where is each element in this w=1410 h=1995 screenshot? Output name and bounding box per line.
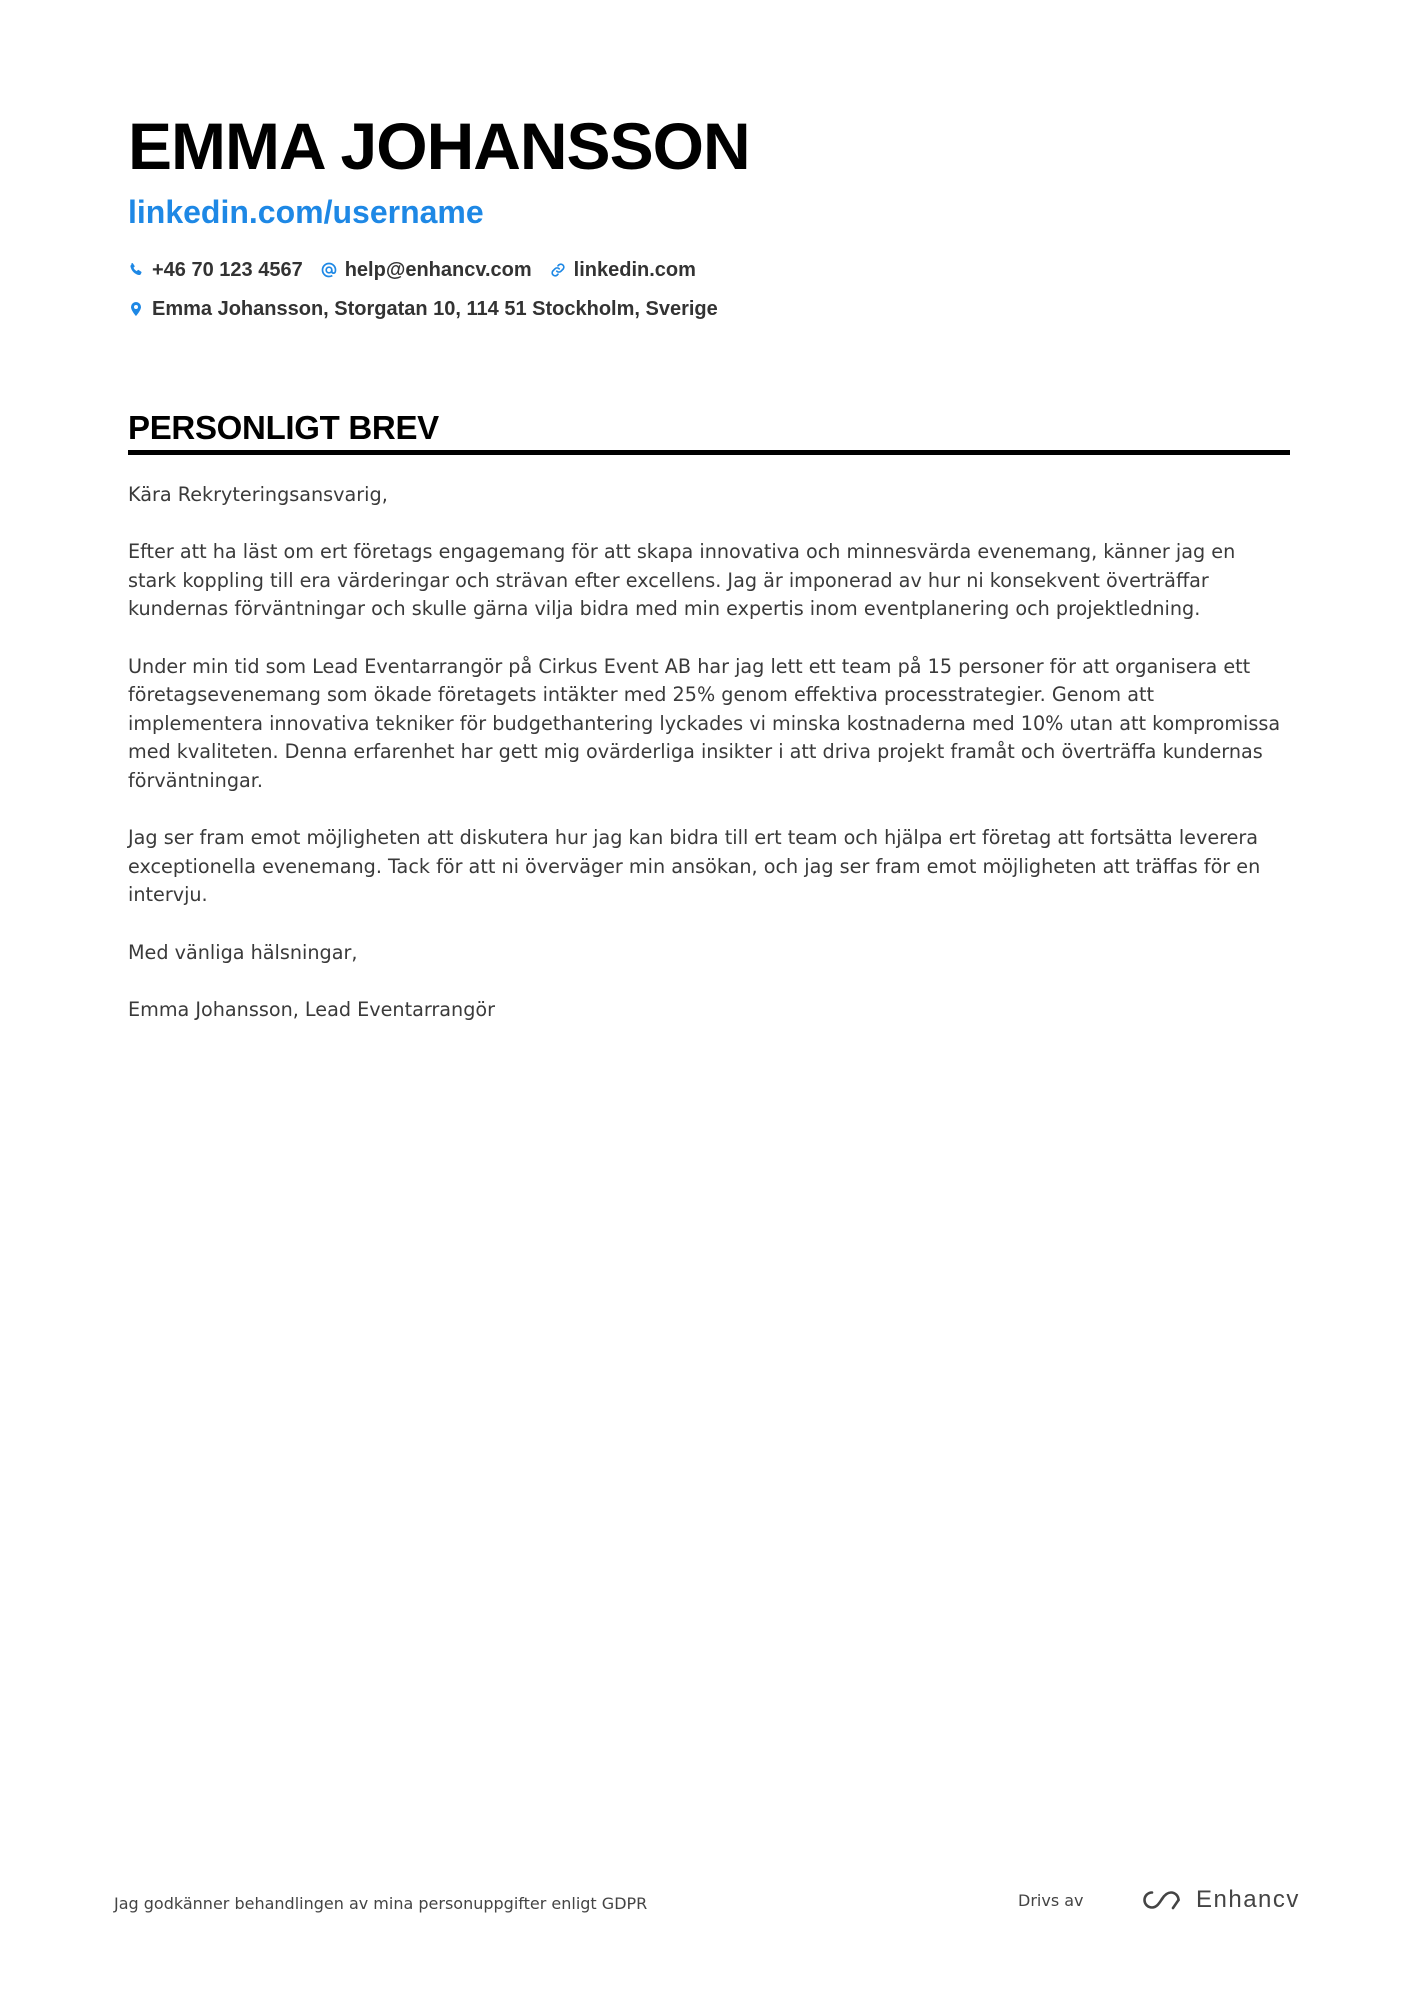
contact-phone[interactable] — [128, 259, 303, 282]
header — [128, 108, 1288, 323]
phone-icon — [128, 262, 144, 278]
gdpr-consent-text: Jag godkänner behandlingen av mina personuppgifter enligt GDPR — [114, 1894, 648, 1913]
letter-signature: Emma Johansson, Lead Eventarrangör — [128, 997, 496, 1021]
letter-paragraph: Jag ser fram emot möjligheten att diskutera hur jag kan bidra till ert team och hjälpa ert företag att fortsätta leverera exceptionella evenemang. Tack för att ni överväger min ansökan, och jag ser fram emot möjligheten att träffas för en intervju. — [128, 826, 1261, 907]
phone-text: +46 70 123 4567 — [152, 258, 303, 281]
letter-closing: Med vänliga hälsningar, — [128, 940, 358, 964]
applicant-subtitle[interactable]: linkedin.com/username — [128, 194, 484, 230]
link-icon — [550, 262, 566, 278]
letter-paragraph: Efter att ha läst om ert företags engagemang för att skapa innovativa och minnesvärda evenemang, känner jag en stark koppling till era värderingar och strävan efter excellens. Jag är imponerad av hur ni konsekvent överträffar kundernas förväntningar och skulle gärna vilja bidra med min expertis inom eventplanering och projektledning. — [128, 540, 1236, 621]
email-text: help@enhancv.com — [344, 258, 532, 281]
section-header — [128, 408, 1290, 455]
applicant-name: EMMA JOHANSSON — [128, 109, 750, 183]
at-icon — [321, 262, 337, 278]
enhancv-logo-icon — [1138, 1888, 1184, 1912]
letter-paragraph: Under min tid som Lead Eventarrangör på Cirkus Event AB har jag lett ett team på 15 personer för att organisera ett företagsevenemang som ökade företagets intäkter med 25% genom effektiva processtrategier. Genom att implementera innovativa tekniker för budgethantering lyckades vi minska kostnaderna med 10% utan att kompromissa med kvaliteten. Denna erfarenhet har gett mig ovärderliga insikter i att driva projekt framåt och överträffa kundernas förväntningar. — [128, 654, 1281, 792]
section-divider — [128, 450, 1290, 455]
location-pin-icon — [128, 301, 144, 317]
letter-greeting: Kära Rekryteringsansvarig, — [128, 483, 388, 506]
address-row — [128, 295, 1288, 323]
link-text: linkedin.com — [573, 258, 696, 281]
contact-link[interactable] — [550, 259, 696, 282]
contact-row — [128, 256, 1288, 284]
powered-by-label: Drivs av — [1018, 1891, 1084, 1910]
footer — [0, 1880, 1410, 1940]
section-title: PERSONLIGT BREV — [128, 409, 439, 446]
enhancv-brand[interactable] — [1138, 1882, 1300, 1918]
contact-email[interactable] — [321, 259, 532, 282]
address-text: Emma Johansson, Storgatan 10, 114 51 Stockholm, Sverige — [152, 297, 718, 320]
brand-name: Enhancv — [1196, 1886, 1300, 1913]
contact-address — [128, 298, 718, 321]
letter-body — [128, 481, 1288, 1053]
